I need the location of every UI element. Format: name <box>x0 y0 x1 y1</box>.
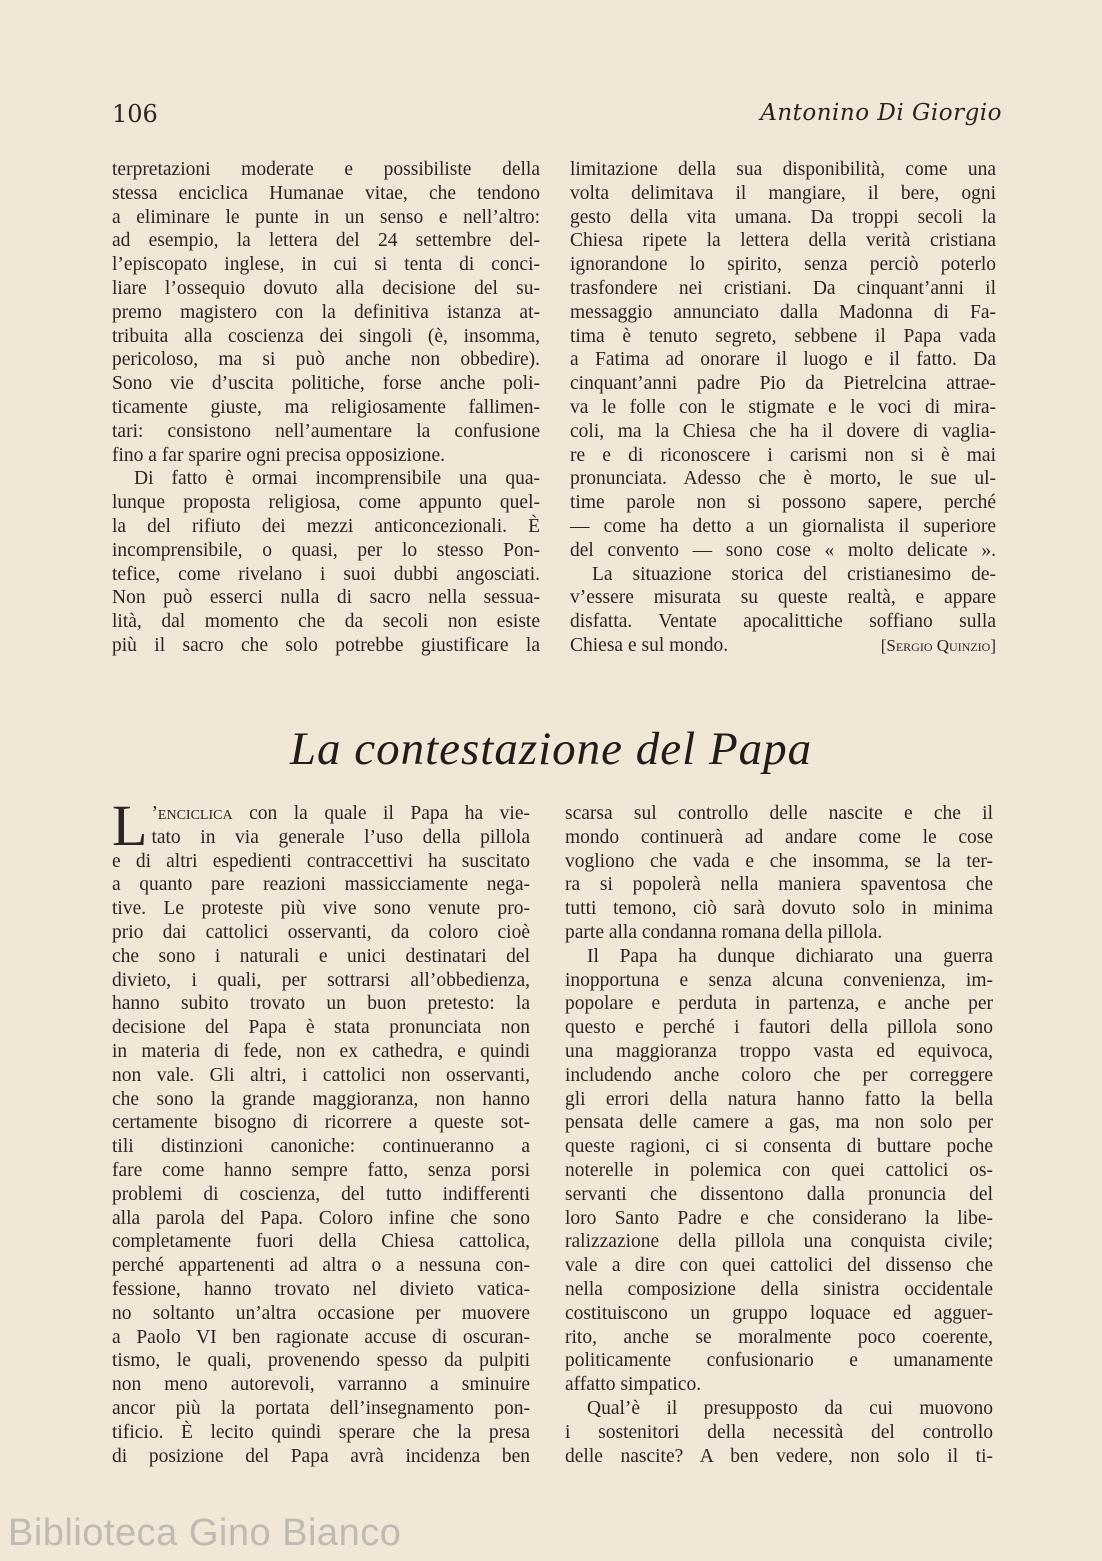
text-line: volta delimitava il mangiare, il bere, ogni <box>570 182 996 204</box>
text-line: ancor più la portata dell’insegnamento pon- <box>112 1397 530 1419</box>
text-line: l’episcopato inglese, in cui si tenta di conci- <box>112 254 540 276</box>
text-line: fare come hanno sempre fatto, senza porsi <box>112 1159 530 1181</box>
text-line: premo magistero con la definitiva istanza at- <box>112 301 540 323</box>
text-line: scarsa sul controllo delle nascite e che il <box>565 803 993 824</box>
text-line: inopportuna e senza alcuna convenienza, im- <box>565 969 993 991</box>
drop-cap: L <box>112 793 148 858</box>
article-title: La contestazione del Papa <box>289 723 813 775</box>
text-line: terpretazioni moderate e possibiliste della <box>112 159 540 180</box>
text-line: messaggio annunciato dalla Madonna di Fa- <box>570 301 996 323</box>
text-line: Sono vie d’uscita politiche, forse anche poli- <box>112 373 540 395</box>
text-line: pericoloso, ma si può anche non obbedire). <box>112 349 540 371</box>
text-line: tima è tenuto segreto, sebbene il Papa vada <box>570 325 996 347</box>
text-line: vogliono che vada e che insomma, se la ter- <box>565 850 993 872</box>
text-line: limitazione della sua disponibilità, come una <box>570 159 996 180</box>
text-line: ra si popolerà nella maniera spaventosa che <box>565 874 993 896</box>
text-line: a Paolo VI ben ragionate accuse di oscuran- <box>112 1326 530 1348</box>
article2-left-column <box>112 793 530 1468</box>
text-line: queste ragioni, ci si consenta di buttare poche <box>565 1136 993 1158</box>
opening-line-rest: con la quale il Papa ha vie- <box>249 803 530 824</box>
text-line: popolare e perduta in partenza, e anche per <box>565 993 993 1015</box>
text-line: prio dai cattolici osservanti, da coloro cioè <box>112 921 530 943</box>
text-line: questo e perché i fautori della pillola sono <box>565 1017 993 1039</box>
text-line: includendo anche coloro che per correggere <box>565 1064 993 1086</box>
text-line: ticamente giuste, ma religiosamente fallimen- <box>112 396 540 418</box>
article1-right-column <box>570 158 996 658</box>
text-line: ignorandone lo spirito, senza perciò poterlo <box>570 254 996 276</box>
opening-word: ’enciclica <box>151 803 233 824</box>
text-line: tificio. È lecito quindi sperare che la presa <box>112 1421 530 1443</box>
text-line: tari: consistono nell’aumentare la confusione <box>112 420 540 442</box>
running-head: Antonino Di Giorgio <box>760 100 1002 126</box>
text-line: re e di riconoscere i carismi non si è mai <box>570 444 996 466</box>
text-line: divieto, i quali, per sottrarsi all’obbedienza, <box>112 969 530 991</box>
text-line: cinquant’anni padre Pio da Pietrelcina attrae- <box>570 373 996 395</box>
text-line: Il Papa ha dunque dichiarato una guerra <box>587 945 993 967</box>
text-line: tive. Le proteste più vive sono venute pro- <box>112 898 530 920</box>
text-line: liare l’ossequio dovuto alla decisione del su- <box>112 277 540 299</box>
text-line: Non può esserci nulla di sacro nella sessua- <box>112 587 540 609</box>
text-line: tismo, le quali, provenendo spesso da pulpiti <box>112 1350 530 1372</box>
text-line: fino a far sparire ogni precisa opposizione. <box>112 444 446 466</box>
signature-line <box>570 634 996 658</box>
text-line: va le folle con le stigmate e le voci di mira- <box>570 396 996 418</box>
text-line: vale a dire con quei cattolici del dissenso che <box>565 1255 993 1277</box>
closing-text: Chiesa e sul mondo. <box>570 634 729 656</box>
page-number: 106 <box>112 100 158 128</box>
text-line: parte alla condanna romana della pillola. <box>565 921 883 943</box>
text-line: fessione, hanno trovato nel divieto vatica- <box>112 1278 530 1300</box>
text-line: time parole non si possono sapere, perché <box>570 492 996 514</box>
text-line: completamente fuori della Chiesa cattolica, <box>112 1231 530 1253</box>
text-line: La situazione storica del cristianesimo de- <box>592 563 996 585</box>
text-line: v’essere misurata su queste realtà, e appare <box>570 587 996 609</box>
text-line: lunque proposta religiosa, come appunto quel- <box>112 492 540 514</box>
page-header <box>112 100 1002 140</box>
text-line: rito, anche se moralmente poco coerente, <box>565 1326 993 1348</box>
library-watermark: Biblioteca Gino Bianco <box>8 1512 402 1554</box>
text-line: tili distinzioni canoniche: continueranno a <box>112 1136 530 1158</box>
text-line: nella composizione della sinistra occidentale <box>565 1278 993 1300</box>
article1-left-column <box>112 158 540 658</box>
text-line: Chiesa ripete la lettera della verità cristiana <box>570 230 996 252</box>
text-line: costituiscono un gruppo loquace ed agguer- <box>565 1302 993 1324</box>
text-line: tribuita alla coscienza dei singoli (è, insomma, <box>112 325 540 347</box>
text-line: decisione del Papa è stata pronunciata non <box>112 1017 530 1039</box>
text-line: Qual’è il presupposto da cui muovono <box>587 1397 993 1419</box>
text-line: gli errori della natura hanno fatto la bella <box>565 1088 993 1110</box>
text-line: che sono i naturali e unici destinatari del <box>112 945 530 967</box>
text-line: coli, ma la Chiesa che ha il dovere di vaglia- <box>570 420 996 442</box>
author-signature: [Sergio Quinzio] <box>880 635 996 655</box>
text-line: gesto della vita umana. Da troppi secoli la <box>570 206 996 228</box>
text-line: certamente bisogno di ricorrere a queste sot- <box>112 1112 530 1134</box>
text-line: tefice, come rivelano i suoi dubbi angosciati. <box>112 563 540 585</box>
text-line: del convento — sono cose « molto delicate ». <box>570 539 996 561</box>
text-line: alla parola del Papa. Coloro infine che sono <box>112 1207 530 1229</box>
text-line: incomprensibile, o quasi, per lo stesso Pon- <box>112 539 540 561</box>
text-line: disfatta. Ventate apocalittiche soffiano sulla <box>570 611 996 633</box>
text-line: mondo continuerà ad andare come le cose <box>565 826 993 848</box>
text-line: non vale. Gli altri, i cattolici non osservanti, <box>112 1064 530 1086</box>
text-line: perché appartenenti ad altra o a nessuna con- <box>112 1255 530 1277</box>
text-line: stessa enciclica Humanae vitae, che tendono <box>112 182 540 204</box>
text-line: politicamente confusionario e umanamente <box>565 1350 993 1372</box>
text-line: no soltanto un’altra occasione per muovere <box>112 1302 530 1324</box>
text-line: a quanto pare reazioni massicciamente nega- <box>112 874 530 896</box>
text-line: ad esempio, la lettera del 24 settembre del- <box>112 230 540 252</box>
text-line: problemi di coscienza, del tutto indifferenti <box>112 1183 530 1205</box>
text-line: ralizzazione della pillola una conquista civile; <box>565 1231 993 1253</box>
text-line: più il sacro che solo potrebbe giustificare la <box>112 634 540 656</box>
text-line: lità, dal momento che da secoli non esiste <box>112 611 540 633</box>
text-line: di posizione del Papa avrà incidenza ben <box>112 1445 530 1467</box>
text-line: trasfondere nei cristiani. Da cinquant’anni il <box>570 277 996 299</box>
text-line: — come ha detto a un giornalista il superiore <box>570 515 996 537</box>
text-line: e di altri espedienti contraccettivi ha suscitato <box>112 850 530 872</box>
text-line: noterelle in polemica con quei cattolici os- <box>565 1159 993 1181</box>
text-line: tutti temono, ciò sarà dovuto solo in minima <box>565 898 993 920</box>
text-line: a Fatima ad onorare il luogo e il fatto. Da <box>570 349 996 371</box>
text-line: i sostenitori della necessità del controllo <box>565 1421 993 1443</box>
text-line: che sono la grande maggioranza, non hanno <box>112 1088 530 1110</box>
text-line: non meno autorevoli, varranno a sminuire <box>112 1374 530 1396</box>
text-line: affatto simpatico. <box>565 1374 702 1396</box>
article2-right-column <box>565 802 993 1468</box>
text-line: hanno subito trovato un buon pretesto: la <box>112 993 530 1015</box>
text-line: pensata delle camere a gas, ma non solo per <box>565 1112 993 1134</box>
text-line: in materia di fede, non ex cathedra, e quindi <box>112 1040 530 1062</box>
text-line: la del rifiuto dei mezzi anticoncezionali. È <box>112 515 540 537</box>
text-line: delle nascite? A ben vedere, non solo il ti- <box>565 1445 993 1467</box>
text-line: Di fatto è ormai incomprensibile una qua- <box>134 468 540 490</box>
text-line: loro Santo Padre e che considerano la libe- <box>565 1207 993 1229</box>
text-line: servanti che dissentono dalla pronuncia del <box>565 1183 993 1205</box>
text-line: una maggioranza troppo vasta ed equivoca, <box>565 1040 993 1062</box>
text-line: pronunciata. Adesso che è morto, le sue ul- <box>570 468 996 490</box>
text-line: a eliminare le punte in un senso e nell’altro: <box>112 206 540 228</box>
text-line: tato in via generale l’uso della pillola <box>151 826 530 848</box>
